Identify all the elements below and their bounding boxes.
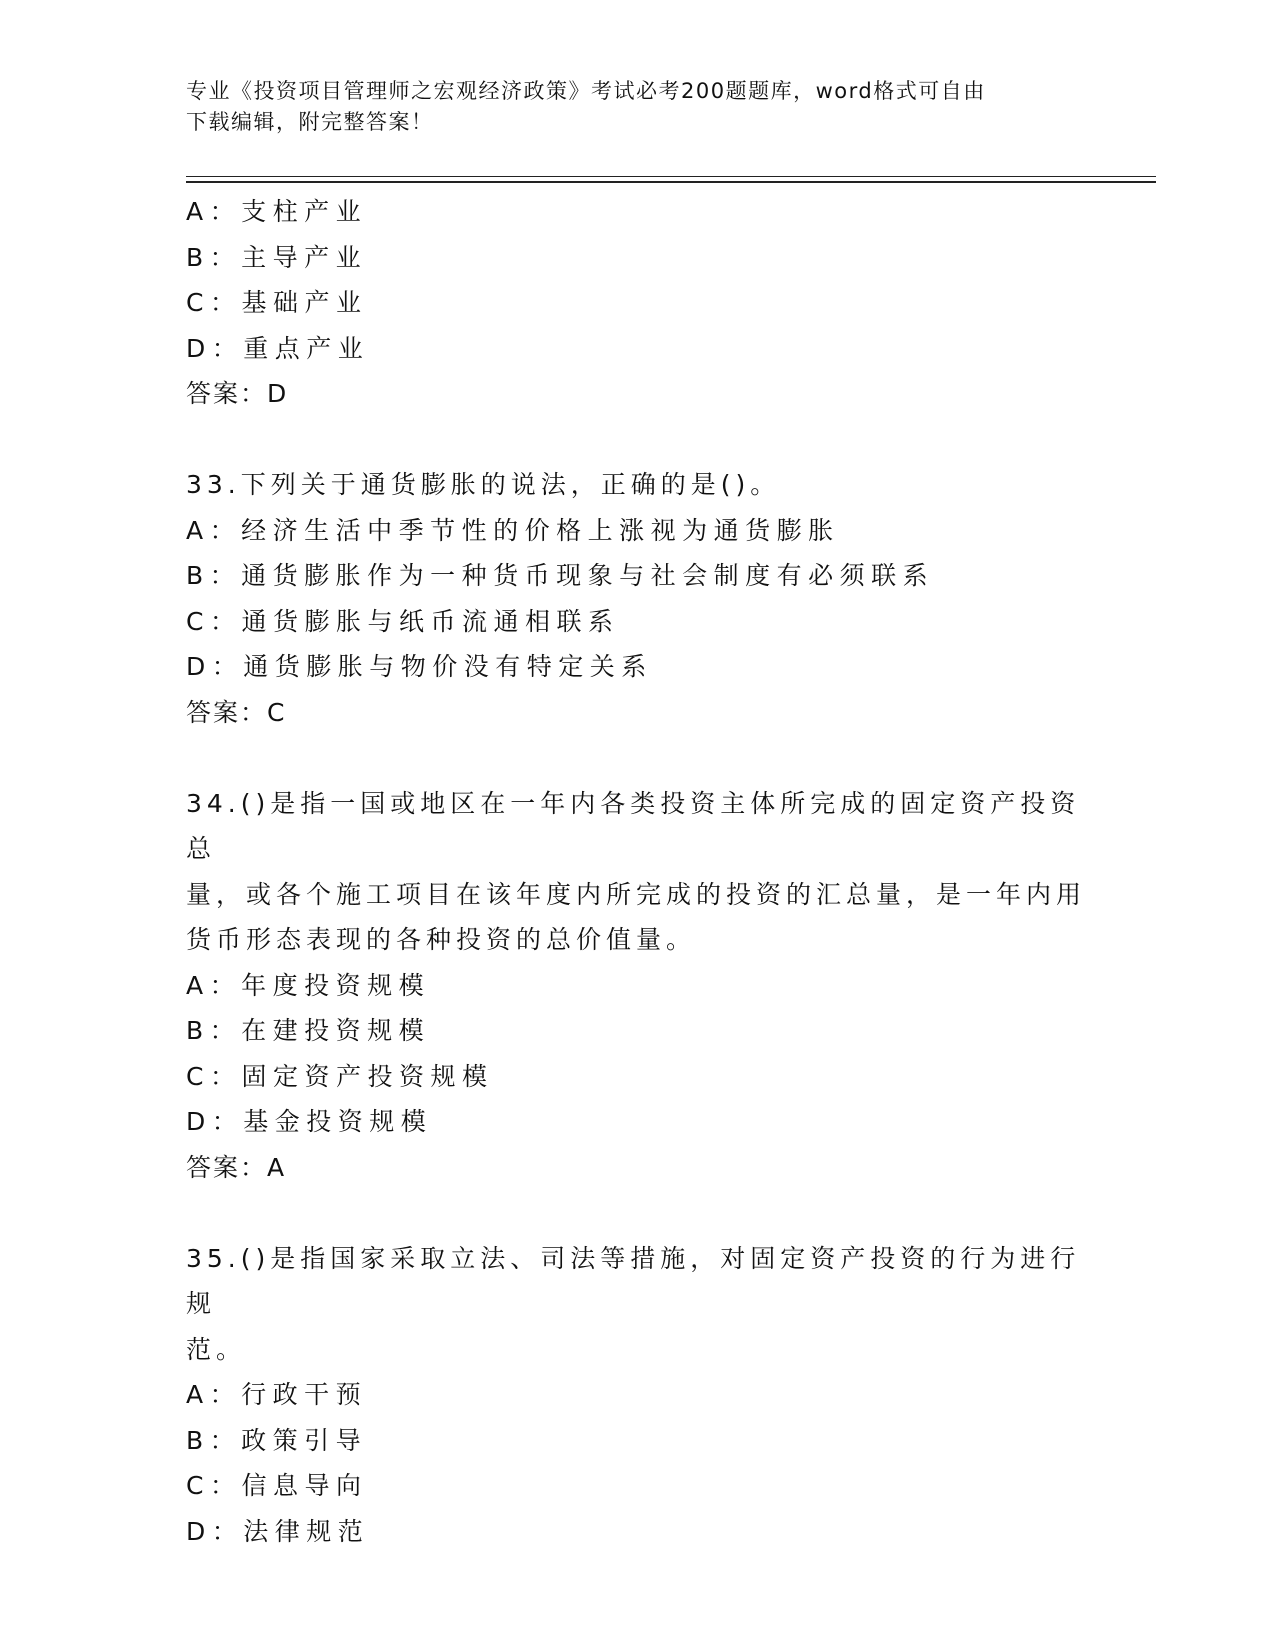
question-text-line-3: 货币形态表现的各种投资的总价值量。 [186,925,697,954]
option-c: C：通货膨胀与纸币流通相联系 [186,606,620,636]
header-rule-thick [186,181,1156,183]
option-d: D：通货膨胀与物价没有特定关系 [186,652,653,681]
question-34 [186,781,1086,1191]
question-33 [186,462,1086,735]
option-d: D：重点产业 [186,333,370,363]
option-d: D：法律规范 [186,1516,370,1546]
option-a: A：行政干预 [186,1380,368,1409]
option-c: C：基础产业 [186,288,368,317]
spacer [186,417,1086,463]
option-c: C：信息导向 [186,1471,368,1500]
option-b: B：政策引导 [186,1425,368,1455]
answer: 答案：D [186,379,289,408]
option-a: A：经济生活中季节性的价格上涨视为通货膨胀 [186,515,840,545]
option-b: B：通货膨胀作为一种货币现象与社会制度有必须联系 [186,561,935,590]
option-c: C：固定资产投资规模 [186,1061,494,1091]
answer: 答案：A [186,1152,287,1182]
option-a: A：年度投资规模 [186,970,431,1000]
question-32 [186,189,1086,417]
question-text: 33.下列关于通货膨胀的说法，正确的是()。 [186,470,781,499]
spacer [186,735,1086,781]
option-d: D：基金投资规模 [186,1107,433,1136]
question-list [186,189,1086,1554]
header-rule-thin [186,176,1156,177]
spacer [186,1190,1086,1236]
header-line-1: 专业《投资项目管理师之宏观经济政策》考试必考200题题库，word格式可自由 [186,79,986,103]
question-text-line-2: 量，或各个施工项目在该年度内所完成的投资的汇总量，是一年内用 [186,879,1087,909]
document-header [186,76,1066,138]
option-b: B：主导产业 [186,242,368,272]
header-line-2: 下载编辑，附完整答案！ [186,110,434,134]
question-text-line-1: 34.()是指一国或地区在一年内各类投资主体所完成的固定资产投资总 [186,788,1081,863]
question-35 [186,1236,1086,1555]
question-text-line-1: 35.()是指国家采取立法、司法等措施，对固定资产投资的行为进行规 [186,1243,1081,1318]
option-a: A：支柱产业 [186,197,368,226]
option-b: B：在建投资规模 [186,1016,431,1045]
answer: 答案：C [186,697,287,727]
question-text-line-2: 范。 [186,1334,247,1364]
